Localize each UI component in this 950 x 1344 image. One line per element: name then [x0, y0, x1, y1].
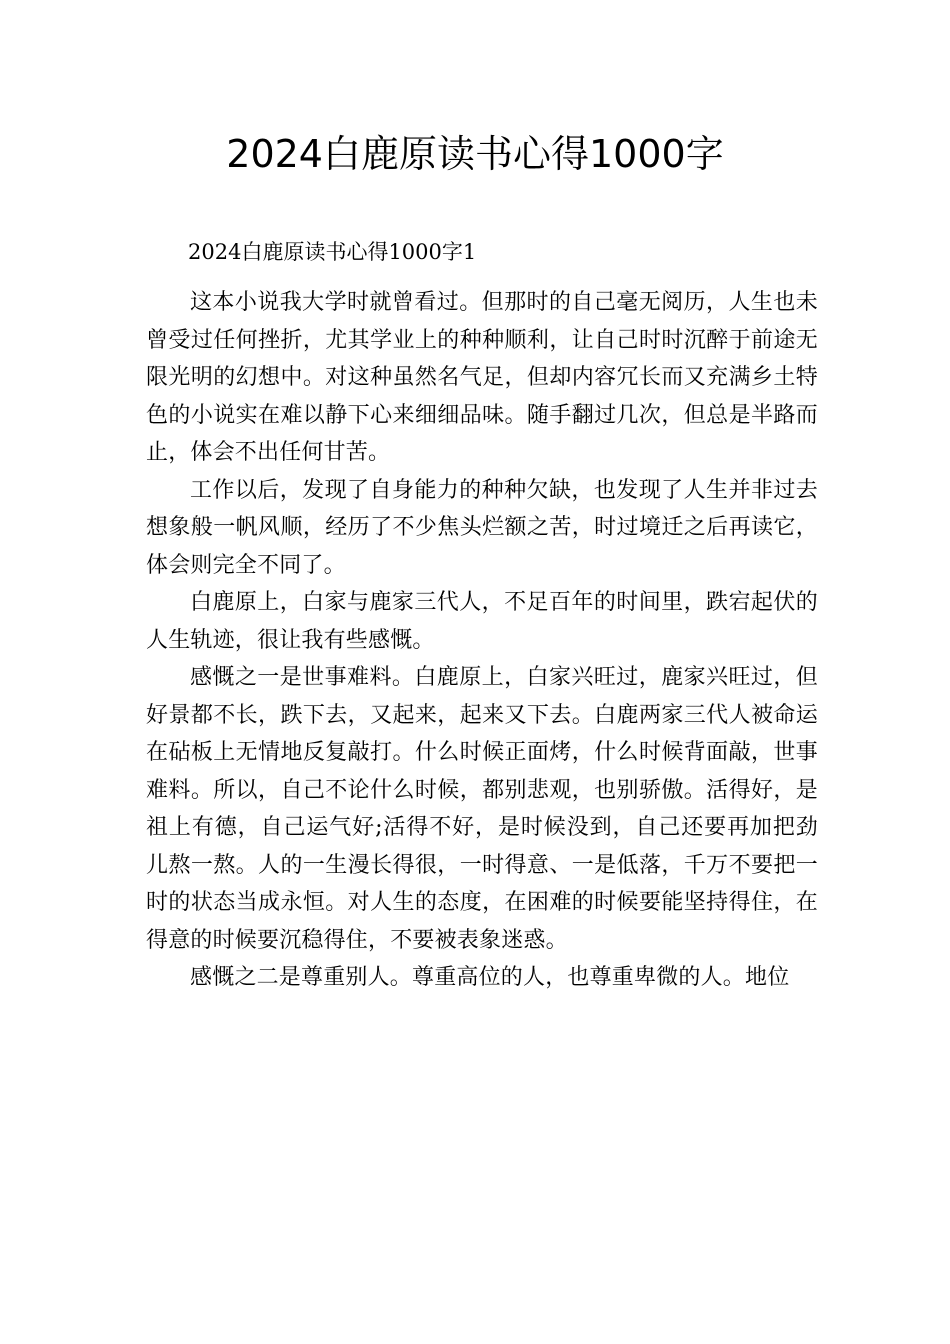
paragraph: 工作以后，发现了自身能力的种种欠缺，也发现了人生并非过去想象般一帆风顺，经历了不少焦头烂额之苦，时过境迁之后再读它，体会则完全不同了。 — [146, 477, 818, 578]
paragraph: 白鹿原上，白家与鹿家三代人，不足百年的时间里，跌宕起伏的人生轨迹，很让我有些感慨。 — [146, 590, 818, 653]
paragraph: 感慨之二是尊重别人。尊重高位的人，也尊重卑微的人。地位 — [190, 965, 790, 990]
section-heading: 2024白鹿原读书心得1000字1 — [188, 240, 477, 264]
body-text — [146, 284, 818, 997]
paragraph: 感慨之一是世事难料。白鹿原上，白家兴旺过，鹿家兴旺过，但好景都不长，跌下去，又起来，起来又下去。白鹿两家三代人被命运在砧板上无情地反复敲打。什么时候正面烤，什么时候背面敲，世事难料。所以，自己不论什么时候，都别悲观，也别骄傲。活得好，是祖上有德，自己运气好;活得不好，是时候没到，自己还要再加把劲儿熬一熬。人的一生漫长得很，一时得意、一是低落，千万不要把一时的状态当成永恒。对人生的态度，在困难的时候要能坚持得住，在得意的时候要沉稳得住，不要被表象迷惑。 — [146, 665, 818, 953]
document-title: 2024白鹿原读书心得1000字 — [226, 132, 724, 176]
paragraph: 这本小说我大学时就曾看过。但那时的自己毫无阅历，人生也未曾受过任何挫折，尤其学业上的种种顺利，让自己时时沉醉于前途无限光明的幻想中。对这种虽然名气足，但却内容冗长而又充满乡土特色的小说实在难以静下心来细细品味。随手翻过几次，但总是半路而止，体会不出任何甘苦。 — [146, 290, 818, 465]
